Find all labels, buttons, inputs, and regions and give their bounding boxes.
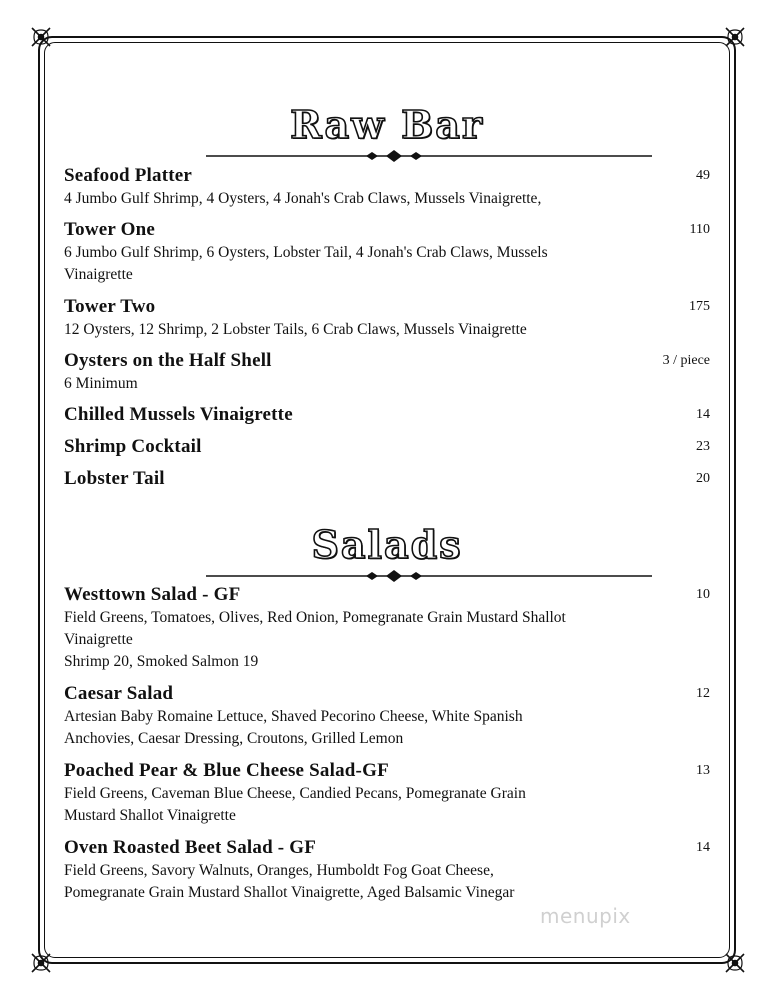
menu-item xyxy=(64,836,714,904)
item-desc: 6 Minimum xyxy=(64,375,138,392)
item-desc: Mustard Shallot Vinaigrette xyxy=(64,807,236,824)
item-desc: Vinaigrette xyxy=(64,266,133,283)
item-name: Poached Pear & Blue Cheese Salad-GF xyxy=(64,760,389,781)
item-price: 175 xyxy=(689,299,710,314)
corner-flourish-icon xyxy=(28,24,54,50)
item-name: Chilled Mussels Vinaigrette xyxy=(64,404,293,425)
item-name: Westtown Salad - GF xyxy=(64,584,241,605)
menu-item xyxy=(64,759,714,827)
item-desc: 12 Oysters, 12 Shrimp, 2 Lobster Tails, 6 Crab Claws, Mussels Vinaigrette xyxy=(64,321,527,338)
item-desc: Field Greens, Tomatoes, Olives, Red Onion, Pomegranate Grain Mustard Shallot xyxy=(64,609,566,626)
item-price: 14 xyxy=(696,840,710,855)
item-desc: Anchovies, Caesar Dressing, Croutons, Grilled Lemon xyxy=(64,730,404,747)
item-price: 23 xyxy=(696,439,710,454)
item-desc: Pomegranate Grain Mustard Shallot Vinaigrette, Aged Balsamic Vinegar xyxy=(64,884,515,901)
menu-item xyxy=(64,467,714,491)
section-divider xyxy=(206,149,652,163)
corner-flourish-icon xyxy=(28,950,54,976)
section-title-salads: Salads xyxy=(311,522,463,567)
section-title-raw-bar: Raw Bar xyxy=(290,102,484,147)
item-price: 13 xyxy=(696,763,710,778)
corner-flourish-icon xyxy=(722,24,748,50)
item-name: Oysters on the Half Shell xyxy=(64,350,272,371)
corner-flourish-icon xyxy=(722,950,748,976)
item-desc: 6 Jumbo Gulf Shrimp, 6 Oysters, Lobster Tail, 4 Jonah's Crab Claws, Mussels xyxy=(64,244,548,261)
menu-item xyxy=(64,682,714,750)
item-desc: 4 Jumbo Gulf Shrimp, 4 Oysters, 4 Jonah's Crab Claws, Mussels Vinaigrette, xyxy=(64,190,542,207)
item-price: 10 xyxy=(696,587,710,602)
item-name: Tower Two xyxy=(64,296,156,317)
item-price: 49 xyxy=(696,168,710,183)
menu-item xyxy=(64,583,714,673)
item-desc: Shrimp 20, Smoked Salmon 19 xyxy=(64,653,259,670)
watermark: menupix xyxy=(540,904,631,928)
menu-item xyxy=(64,295,714,341)
item-name: Shrimp Cocktail xyxy=(64,436,202,457)
item-price: 12 xyxy=(696,686,710,701)
item-price: 110 xyxy=(689,222,710,237)
menu-item xyxy=(64,218,714,286)
item-price: 3 / piece xyxy=(662,353,710,368)
item-name: Lobster Tail xyxy=(64,468,165,489)
menu-item xyxy=(64,349,714,395)
item-price: 20 xyxy=(696,471,710,486)
item-price: 14 xyxy=(696,407,710,422)
item-name: Tower One xyxy=(64,219,156,240)
menu-item xyxy=(64,164,714,210)
item-name: Caesar Salad xyxy=(64,683,174,704)
item-name: Oven Roasted Beet Salad - GF xyxy=(64,837,317,858)
item-desc: Field Greens, Savory Walnuts, Oranges, Humboldt Fog Goat Cheese, xyxy=(64,862,494,879)
item-desc: Artesian Baby Romaine Lettuce, Shaved Pecorino Cheese, White Spanish xyxy=(64,708,523,725)
item-name: Seafood Platter xyxy=(64,165,193,186)
menu-item xyxy=(64,435,714,459)
menu-item xyxy=(64,403,714,427)
section-divider xyxy=(206,569,652,583)
item-desc: Field Greens, Caveman Blue Cheese, Candied Pecans, Pomegranate Grain xyxy=(64,785,526,802)
item-desc: Vinaigrette xyxy=(64,631,133,648)
